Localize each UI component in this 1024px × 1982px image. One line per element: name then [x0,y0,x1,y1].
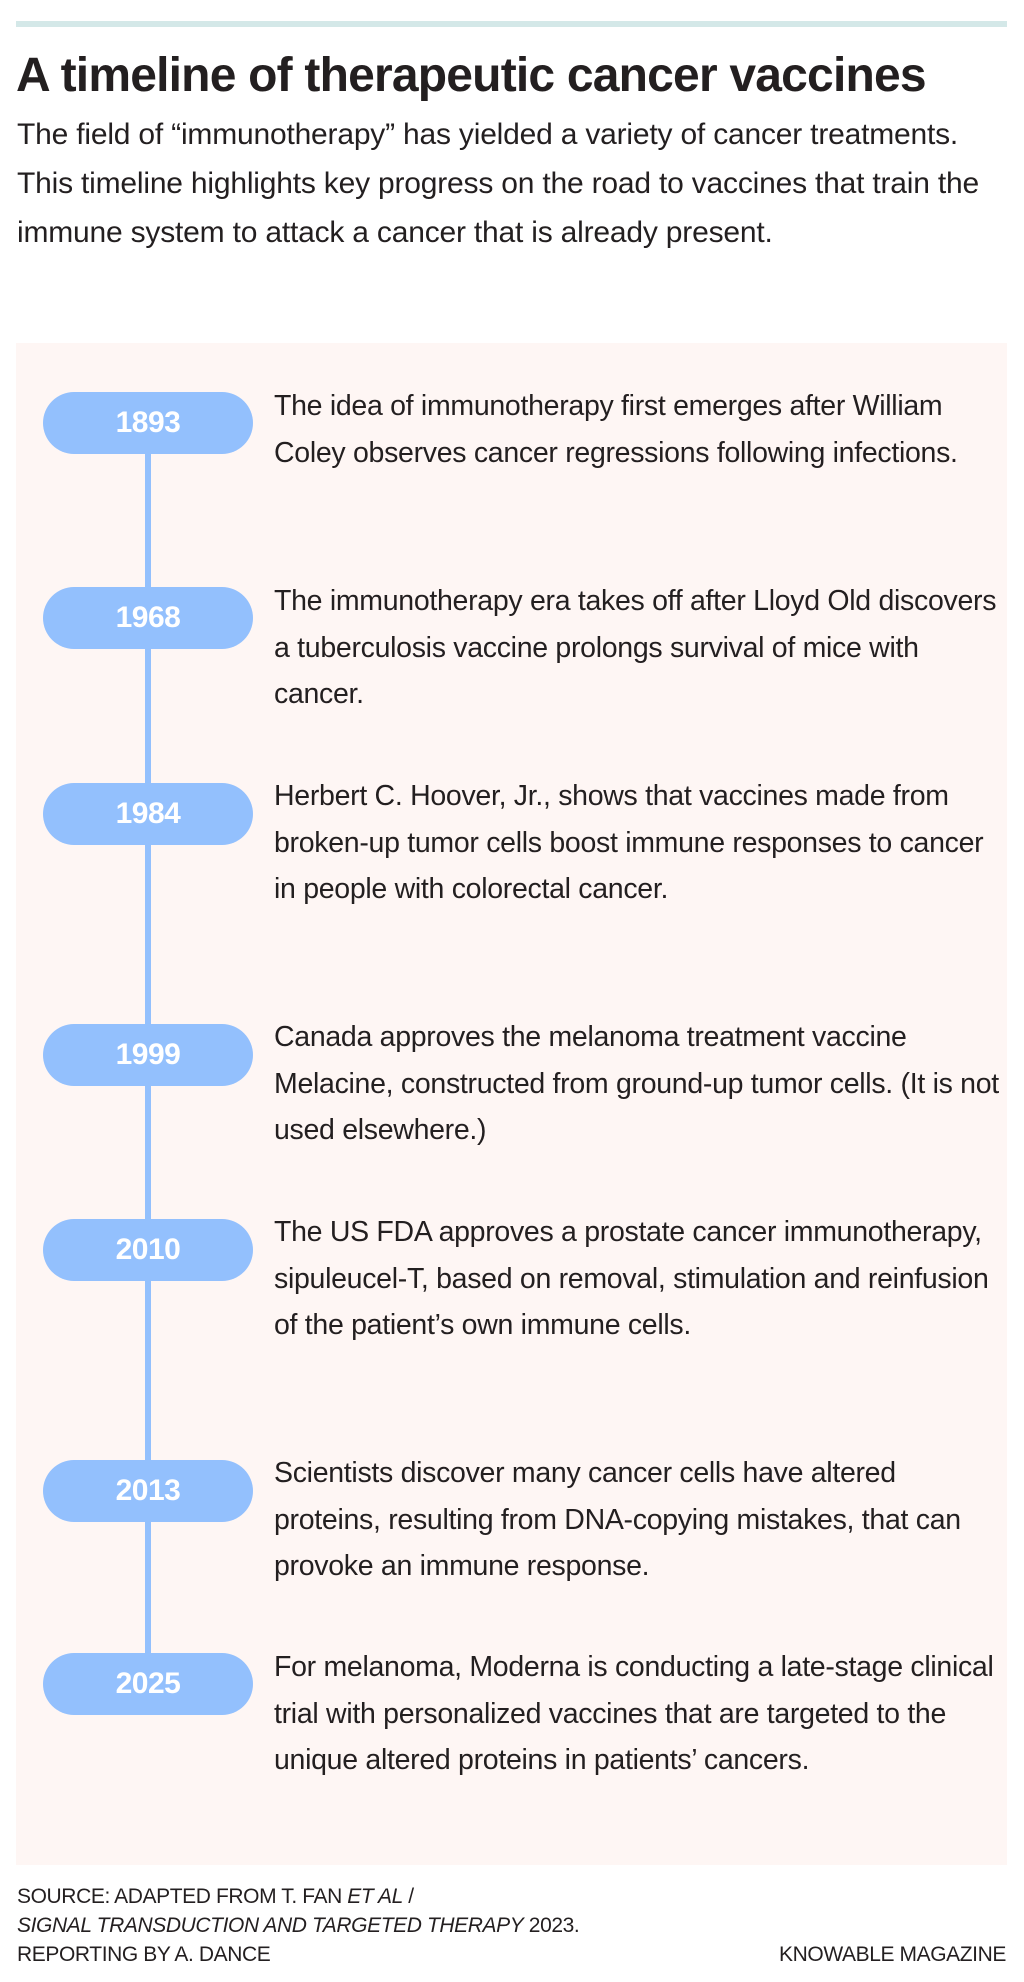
journal-name: SIGNAL TRANSDUCTION AND TARGETED THERAPY [17,1914,524,1937]
year-label: 1893 [115,406,181,439]
timeline-event-text: The immunotherapy era takes off after Lloyd Old discovers a tuberculosis vaccine prolongs survival of mice with cancer. [274,585,997,710]
timeline-event-text: For melanoma, Moderna is conducting a late-stage clinical trial with personalized vaccines that are targeted to the unique altered proteins in patients’ cancers. [274,1651,994,1776]
timeline-event-text: Canada approves the melanoma treatment vaccine Melacine, constructed from ground-up tumor cells. (It is not used elsewhere.) [274,1021,999,1146]
page-title: A timeline of therapeutic cancer vaccines [16,49,926,102]
year-badge-1999 [43,1024,253,1086]
timeline-event-text: The US FDA approves a prostate cancer immunotherapy, sipuleucel-T, based on removal, stimulation and reinfusion of the patient’s own immune cells. [274,1216,989,1341]
year-label: 2025 [115,1667,181,1700]
year-label: 2010 [115,1233,181,1266]
source-separator: / [402,1885,414,1908]
year-badge-2025 [43,1653,253,1715]
timeline-event-text: Scientists discover many cancer cells have altered proteins, resulting from DNA-copying mistakes, that can provoke an immune response. [274,1457,961,1582]
year-label: 1984 [115,797,181,830]
year-badge-2010 [43,1219,253,1281]
top-divider-rule [16,21,1007,27]
reporting-credit: REPORTING BY A. DANCE [17,1943,271,1966]
year-label: 1968 [115,601,181,634]
timeline-event-text: The idea of immunotherapy first emerges after William Coley observes cancer regressions following infections. [274,390,958,469]
journal-year: 2023. [523,1914,580,1937]
source-credit-line-1 [17,1883,414,1911]
year-badge-1893 [43,392,253,454]
year-badge-1984 [43,783,253,845]
timeline-event-text: Herbert C. Hoover, Jr., shows that vaccines made from broken-up tumor cells boost immune responses to cancer in people with colorectal cancer. [274,780,984,905]
source-et-al: ET AL [347,1885,403,1908]
publisher-credit: KNOWABLE MAGAZINE [779,1943,1006,1966]
year-label: 2013 [115,1474,181,1507]
source-credit-line-2 [17,1912,579,1940]
year-badge-2013 [43,1460,253,1522]
year-label: 1999 [115,1038,181,1071]
page-subtitle: The field of “immunotherapy” has yielded a variety of cancer treatments. This timeline highlights key progress on the road to vaccines that train the immune system to attack a cancer that is already present. [17,118,979,249]
year-badge-1968 [43,587,253,649]
source-prefix: SOURCE: ADAPTED FROM T. FAN [17,1885,348,1908]
